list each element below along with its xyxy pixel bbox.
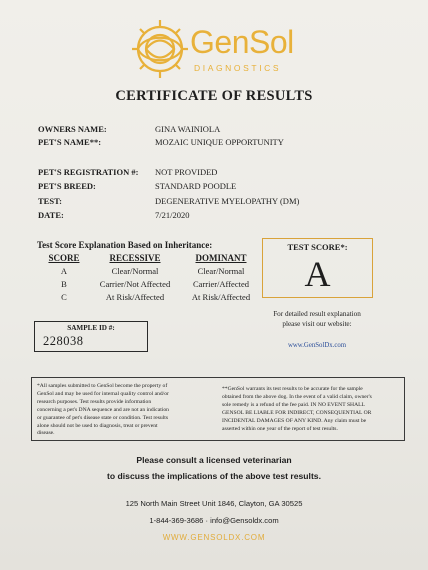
detail-line-1: For detailed result explanation — [273, 310, 361, 318]
breed-value: STANDARD POODLE — [155, 181, 237, 191]
registration-label: PET'S REGISTRATION #: — [38, 167, 139, 177]
footer-address: 125 North Main Street Unit 1846, Clayton, GA 30525 — [125, 499, 303, 508]
certificate-title: CERTIFICATE OF RESULTS — [115, 88, 313, 104]
test-score-label: TEST SCORE*: — [287, 242, 348, 252]
disclaimer-line: *All samples submitted to GenSol become the property of — [37, 383, 168, 389]
disclaimer-line: research purposes. Test results provide information — [37, 398, 152, 405]
table-cell: At Risk/Affected — [191, 292, 251, 302]
detail-explanation-text — [262, 310, 372, 329]
owner-name-label: OWNERS NAME: — [38, 124, 107, 134]
disclaimer-line: asserted within one year of the report of test results. — [222, 425, 338, 432]
sample-id-value: 228038 — [43, 334, 84, 348]
website-link[interactable]: www.GenSolDx.com — [287, 342, 347, 349]
consult-line-1: Please consult a licensed veterinarian — [136, 455, 292, 465]
detail-line-2: please visit our website: — [282, 319, 352, 328]
breed-label: PET'S BREED: — [38, 181, 96, 191]
test-score-box — [262, 238, 373, 298]
footer-contact: 1-844-369-3686 · info@Gensoldx.com — [149, 516, 279, 525]
disclaimer-line: GenSol and may be used for internal quality control and/or — [37, 390, 169, 397]
disclaimer-left — [37, 383, 217, 438]
disclaimer-line: concerning a pet's DNA sequence and are not an indication — [37, 406, 169, 413]
pet-name-value: MOZAIC UNIQUE OPPORTUNITY — [155, 137, 284, 147]
table-cell: Clear/Normal — [197, 266, 245, 276]
test-value: DEGENERATIVE MYELOPATHY (DM) — [155, 196, 300, 206]
explanation-title: Test Score Explanation Based on Inheritance: — [37, 240, 213, 250]
disclaimer-line: or guarantee of pet's disease state or condition. Test results — [37, 414, 168, 421]
table-cell: Carrier/Affected — [192, 279, 249, 289]
table-cell: B — [61, 279, 67, 289]
disclaimer-right — [222, 386, 402, 433]
header-dominant: DOMINANT — [195, 253, 247, 263]
date-value: 7/21/2020 — [155, 210, 190, 220]
table-cell: A — [60, 266, 68, 276]
disclaimer-line: GENSOL BE LIABLE FOR INDIRECT, CONSEQUENTIAL OR — [222, 409, 372, 416]
table-cell: C — [61, 292, 67, 302]
date-label: DATE: — [38, 210, 64, 220]
pet-name-label: PET'S NAME**: — [38, 137, 102, 147]
brand-name: GenSol — [190, 24, 294, 60]
sample-id-box — [34, 321, 148, 352]
header-recessive: RECESSIVE — [109, 253, 161, 263]
registration-value: NOT PROVIDED — [155, 167, 218, 177]
table-cell: Carrier/Not Affected — [99, 279, 171, 289]
disclaimer-line: INCIDENTAL DAMAGES OF ANY KIND. Any claim must be — [222, 417, 367, 424]
disclaimer-box — [31, 377, 405, 441]
header-score: SCORE — [48, 253, 80, 263]
sample-id-label: SAMPLE ID #: — [67, 324, 115, 332]
disclaimer-line: disease. — [37, 430, 55, 437]
footer-website[interactable]: WWW.GENSOLDX.COM — [162, 533, 266, 542]
test-label: TEST: — [38, 196, 62, 206]
table-cell: At Risk/Affected — [105, 292, 165, 302]
brand-tagline: DIAGNOSTICS — [194, 63, 282, 73]
table-cell: Clear/Normal — [111, 266, 159, 276]
disclaimer-line: obtained from the above dog. In the event of a valid claim, owner's — [222, 393, 372, 400]
disclaimer-line: sole remedy is a refund of the fee paid. IN NO EVENT SHALL — [222, 401, 365, 408]
owner-name-value: GINA WAINIOLA — [155, 124, 221, 134]
disclaimer-line: alone should not be used to diagnosis, treat or prevent — [37, 422, 158, 429]
consult-line-2: to discuss the implications of the above test results. — [107, 471, 321, 481]
test-score-value: A — [304, 254, 331, 294]
disclaimer-line: **GenSol warrants its test results to be accurate for the sample — [222, 386, 363, 392]
